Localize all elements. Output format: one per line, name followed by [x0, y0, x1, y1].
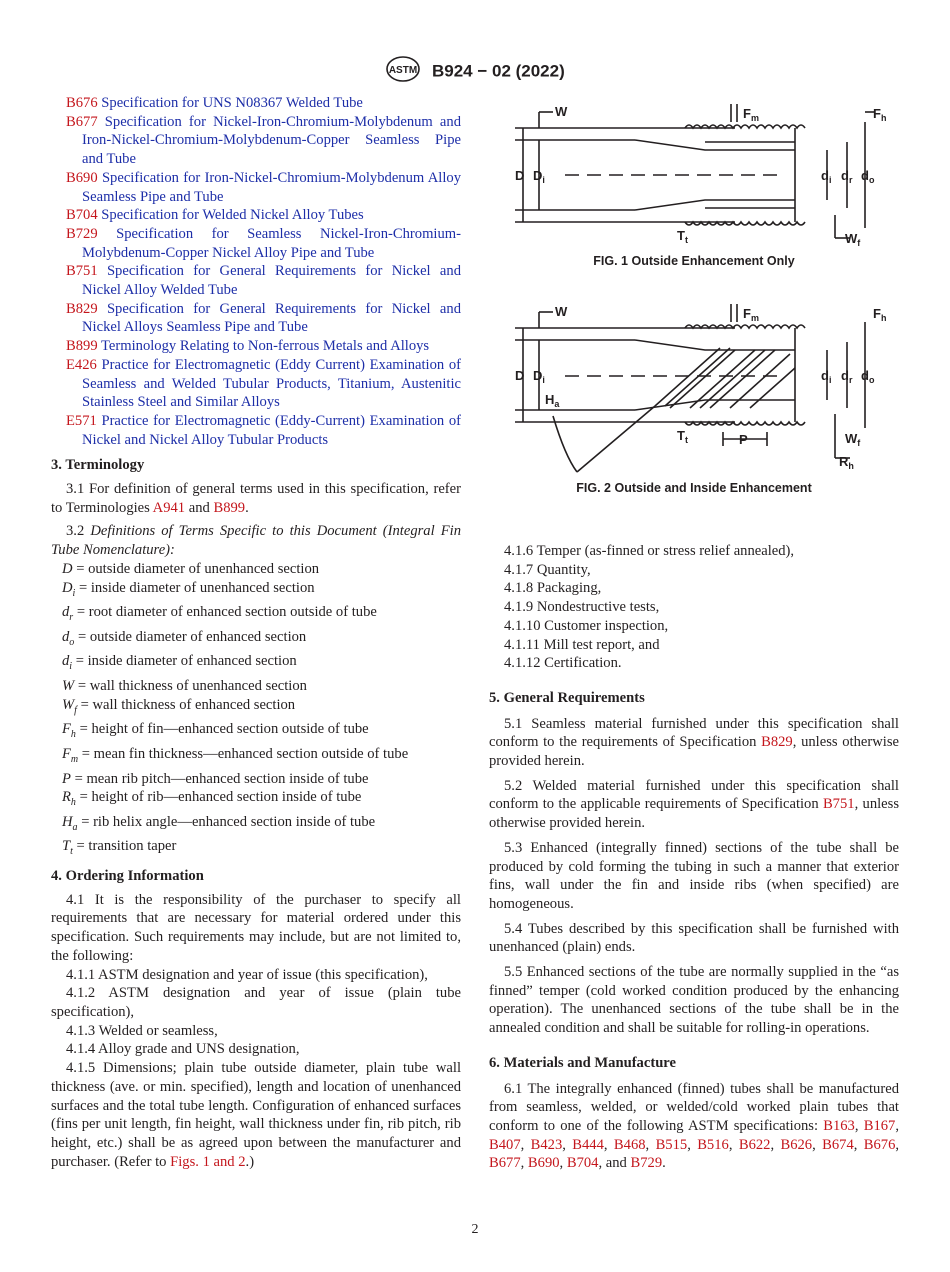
reference-code-link[interactable]: B729: [66, 225, 98, 242]
logo-text: ASTM: [389, 65, 418, 76]
item-4-1-6: 4.1.6 Temper (as-finned or stress relief annealed),: [504, 543, 795, 559]
fig1-label-fh: $F_h$: [873, 106, 887, 123]
item-4-1-10: 4.1.10 Customer inspection,: [504, 617, 669, 634]
link-b829[interactable]: B829: [761, 734, 793, 751]
paragraph-5-1: 5.1 Seamless material furnished under this specification shall conform to the requirements of Specification B829, unless otherwise provided herein.: [489, 715, 899, 770]
link-figs-1-and-2[interactable]: Figs. 1 and 2: [170, 1153, 246, 1170]
definition-text: = transition taper: [72, 838, 177, 855]
definition-item: [51, 788, 461, 813]
item-4-1-8: 4.1.8 Packaging,: [504, 580, 602, 597]
definition-symbol: F: [62, 745, 71, 762]
reference-code-link[interactable]: E426: [66, 356, 97, 373]
reference-title: Specification for Iron-Nickel-Chromium-Molybdenum Alloy Seamless Pipe and Tube: [82, 169, 461, 205]
definition-text: = root diameter of enhanced section outside of tube: [73, 604, 377, 621]
reference-title: Specification for Seamless Nickel-Iron-Chromium-Molybdenum-Copper Nickel Alloy Pipe and Tube: [82, 225, 461, 261]
reference-item: [51, 113, 461, 169]
item-4-1-11: 4.1.11 Mill test report, and: [504, 636, 660, 653]
definition-text: = rib helix angle—enhanced section inside of tube: [77, 813, 376, 830]
link-b751[interactable]: B751: [822, 796, 855, 813]
definitions-list: [51, 560, 461, 862]
spec-link[interactable]: B676: [863, 1136, 896, 1153]
definition-symbol: T: [62, 838, 71, 855]
definition-subscript: h: [70, 797, 76, 809]
spec-link[interactable]: B167: [863, 1117, 896, 1134]
paragraph-5-4: 5.4 Tubes described by this specification shall be furnished with unenhanced (plain) ends.: [489, 920, 899, 956]
figure-2-diagram: [505, 296, 895, 476]
definition-item: [51, 628, 461, 653]
paragraph-4-1: 4.1 It is the responsibility of the purchaser to specify all requirements that are necessary for material ordered under this specification. Such requirements may include, but are not limited to, the following:: [51, 891, 461, 964]
paragraph-5-5: 5.5 Enhanced sections of the tube are normally supplied in the “as finned” temper (cold worked condition produced by the enhancing operation). The unenhanced sections of the tube shall be in the annealed condition and shall be suitable for rolling-in operations.: [489, 964, 899, 1037]
definition-subscript: h: [70, 729, 76, 741]
reference-item: [51, 169, 461, 206]
definition-text: = outside diameter of enhanced section: [74, 628, 307, 645]
reference-item: [51, 225, 461, 262]
fig1-label-fm: $F_m$: [743, 106, 759, 123]
astm-logo-icon: [385, 56, 421, 87]
definition-item: [51, 677, 461, 696]
definition-item: [51, 579, 461, 604]
reference-code-link[interactable]: B829: [66, 300, 98, 317]
definition-item: [51, 837, 461, 862]
definition-text: = inside diameter of unenhanced section: [75, 579, 315, 596]
definition-item: [51, 813, 461, 838]
spec-link[interactable]: B674: [822, 1136, 854, 1153]
definition-item: [51, 770, 461, 789]
reference-code-link[interactable]: B899: [66, 338, 98, 355]
definition-subscript: f: [74, 704, 77, 716]
definition-symbol: d: [62, 604, 70, 621]
definition-text: = height of rib—enhanced section inside of tube: [75, 789, 362, 806]
definition-symbol: D: [62, 579, 73, 596]
reference-title: Terminology Relating to Non-ferrous Metals and Alloys: [101, 338, 430, 355]
definition-subscript: r: [69, 612, 74, 624]
paragraph-6-1: 6.1 The integrally enhanced (finned) tubes shall be manufactured from seamless, welded, or welded/cold worked plain tubes that conform to one of the following ASTM specifications: B163, B167, B407, B423, B444, B468, B515, B516, B622, B626, B674, B676, B677, B690, B704, and B729.: [489, 1080, 900, 1172]
item-4-1-5: 4.1.5 Dimensions; plain tube outside diameter, plain tube wall thickness (ave. or min. specified), length and location of unenhanced surfaces and the total tube length. Configuration of enhanced surfaces (fins per unit length, fin height, wall thickness under fin, rib pitch, rib height, etc.) shall be as agreed upon between the manufacturer and purchaser. (Refer to Figs. 1 and 2.): [51, 1060, 461, 1170]
definition-item: [51, 560, 461, 579]
fig2-label-wf: $W_f$: [845, 431, 861, 448]
definition-subscript: m: [70, 753, 79, 765]
fig1-label-d: D: [515, 168, 525, 183]
reference-title: Specification for General Requirements for Nickel and Nickel Alloys Seamless Pipe and Tube: [82, 300, 461, 336]
figure-1-caption: FIG. 1 Outside Enhancement Only: [593, 254, 795, 268]
definition-symbol: H: [62, 813, 73, 830]
definition-text: = mean rib pitch—enhanced section inside of tube: [70, 770, 369, 787]
definition-text: = mean fin thickness—enhanced section outside of tube: [78, 745, 409, 762]
fig2-label-p: P: [739, 432, 748, 447]
reference-item: [51, 206, 461, 225]
document-designation: B924 − 02 (2022): [431, 61, 565, 81]
fig2-label-d: D: [515, 368, 525, 383]
section-4-heading: 4. Ordering Information: [51, 868, 204, 885]
definition-item: [51, 696, 461, 721]
spec-link[interactable]: B690: [527, 1155, 560, 1172]
item-4-1-3: 4.1.3 Welded or seamless,: [66, 1022, 218, 1039]
reference-title: Specification for Nickel-Iron-Chromium-Molybdenum and Iron-Nickel-Chromium-Molybdenum-Copper Seamless Pipe and Tube: [82, 113, 461, 168]
definition-text: = wall thickness of unenhanced section: [74, 678, 307, 695]
page-number: 2: [471, 1222, 479, 1237]
reference-code-link[interactable]: B690: [66, 169, 98, 186]
definition-subscript: i: [69, 661, 73, 673]
fig2-label-ha: $H_a$: [545, 392, 560, 409]
spec-link[interactable]: B677: [489, 1155, 521, 1172]
definition-symbol: d: [62, 653, 70, 670]
definition-symbol: R: [62, 789, 71, 806]
definition-item: [51, 652, 461, 677]
left-column: [51, 94, 461, 1171]
fig2-label-rh: $R_h$: [839, 454, 854, 471]
reference-title: Specification for General Requirements for Nickel and Nickel Alloy Welded Tube: [82, 263, 461, 299]
figure-2-caption: FIG. 2 Outside and Inside Enhancement: [576, 481, 812, 495]
definition-text: = wall thickness of enhanced section: [76, 696, 296, 713]
item-4-1-4: 4.1.4 Alloy grade and UNS designation,: [66, 1041, 300, 1058]
spec-link[interactable]: B704: [566, 1155, 599, 1172]
fig1-label-tt: $T_t$: [677, 228, 688, 245]
fig1-label-w: W: [555, 104, 568, 119]
reference-item: [51, 262, 461, 299]
reference-item: [51, 356, 461, 412]
fig2-label-di-enh: $d_i$: [821, 368, 832, 385]
reference-code-link[interactable]: E571: [66, 412, 97, 429]
spec-link[interactable]: B444: [572, 1136, 604, 1153]
spec-link[interactable]: B468: [613, 1136, 646, 1153]
fig2-label-do: $d_o$: [861, 368, 875, 385]
definition-symbol: W: [62, 696, 75, 713]
reference-title: Specification for Welded Nickel Alloy Tubes: [101, 207, 364, 224]
right-column: [489, 542, 899, 1173]
paragraph-5-2: 5.2 Welded material furnished under this specification shall conform to the applicable requirements of Specification B751, unless otherwise provided herein.: [489, 777, 899, 832]
fig1-label-di: $D_i$: [533, 168, 545, 185]
section-3-heading: 3. Terminology: [51, 457, 145, 474]
definition-symbol: d: [62, 628, 70, 645]
reference-code-link[interactable]: B676: [66, 95, 98, 111]
paragraph-3-1: 3.1 For definition of general terms used in this specification, refer to Terminologies A941 and B899.: [51, 481, 461, 516]
fig2-label-fh: $F_h$: [873, 306, 887, 323]
fig1-label-dr: $d_r$: [841, 168, 853, 185]
reference-title: Specification for UNS N08367 Welded Tube: [101, 95, 363, 111]
item-4-1-9: 4.1.9 Nondestructive tests,: [504, 599, 660, 616]
definition-symbol: P: [62, 770, 71, 787]
fig2-label-di: $D_i$: [533, 368, 545, 385]
section-5-heading: 5. General Requirements: [489, 689, 645, 706]
spec-link[interactable]: B423: [530, 1136, 563, 1153]
definition-symbol: W: [62, 678, 75, 695]
spec-link[interactable]: B407: [489, 1136, 521, 1153]
item-4-1-2: 4.1.2 ASTM designation and year of issue (plain tube specification),: [51, 985, 461, 1020]
definition-item: [51, 745, 461, 770]
definition-item: [51, 603, 461, 628]
spec-link[interactable]: B515: [655, 1136, 688, 1153]
reference-title: Practice for Electromagnetic (Eddy-Current) Examination of Nickel and Nickel Alloy Tubular Products: [82, 412, 461, 448]
reference-code-link[interactable]: B677: [66, 113, 98, 130]
definition-subscript: o: [69, 636, 75, 648]
spec-link-b729[interactable]: B729: [630, 1155, 663, 1172]
definition-text: = outside diameter of unenhanced section: [72, 560, 320, 577]
reference-title: Practice for Electromagnetic (Eddy Current) Examination of Seamless and Welded Tubular Products, Titanium, Austenitic Stainless Steel and Similar Alloys: [82, 356, 462, 411]
fig1-label-do: $d_o$: [861, 168, 875, 185]
definition-text: = inside diameter of enhanced section: [72, 653, 297, 670]
paragraph-3-2: 3.2 Definitions of Terms Specific to this Document (Integral Fin Tube Nomenclature):: [51, 523, 461, 559]
item-4-1-7: 4.1.7 Quantity,: [504, 561, 591, 578]
reference-item: [51, 300, 461, 337]
definition-symbol: F: [62, 721, 71, 738]
page-header: [0, 56, 950, 87]
definition-subscript: t: [70, 846, 73, 858]
section-6-heading: 6. Materials and Manufacture: [489, 1054, 676, 1071]
paragraph-5-3: 5.3 Enhanced (integrally finned) sections of the tube shall be produced by cold forming the tubing in such a manner that exterior fins, wall under the fin and inside ribs (when specified) are homogeneous.: [489, 839, 899, 912]
fig2-label-fm: $F_m$: [743, 306, 759, 323]
fig2-label-dr: $d_r$: [841, 368, 853, 385]
figure-1-diagram: [505, 100, 895, 250]
item-4-1-12: 4.1.12 Certification.: [504, 655, 622, 672]
link-a941[interactable]: A941: [152, 499, 186, 516]
spec-link[interactable]: B626: [780, 1136, 813, 1153]
definition-symbol: D: [62, 560, 73, 577]
definition-text: = height of fin—enhanced section outside of tube: [75, 721, 369, 738]
fig1-label-wf: $W_f$: [845, 231, 861, 248]
definition-subscript: i: [72, 587, 76, 599]
definition-subscript: a: [72, 821, 78, 833]
referenced-documents-list: [51, 94, 461, 449]
fig1-label-di-enh: $d_i$: [821, 168, 832, 185]
reference-item: [51, 412, 461, 449]
item-4-1-1: 4.1.1 ASTM designation and year of issue (this specification),: [66, 966, 428, 983]
spec-link[interactable]: B516: [697, 1136, 729, 1153]
link-b899[interactable]: B899: [213, 499, 246, 516]
reference-item: [51, 94, 461, 113]
spec-link[interactable]: B163: [823, 1117, 855, 1134]
reference-code-link[interactable]: B751: [66, 263, 98, 280]
fig2-label-w: W: [555, 304, 568, 319]
spec-link[interactable]: B622: [738, 1136, 771, 1153]
reference-code-link[interactable]: B704: [66, 207, 98, 224]
definition-item: [51, 720, 461, 745]
reference-item: [51, 337, 461, 356]
fig2-label-tt: $T_t$: [677, 428, 688, 445]
